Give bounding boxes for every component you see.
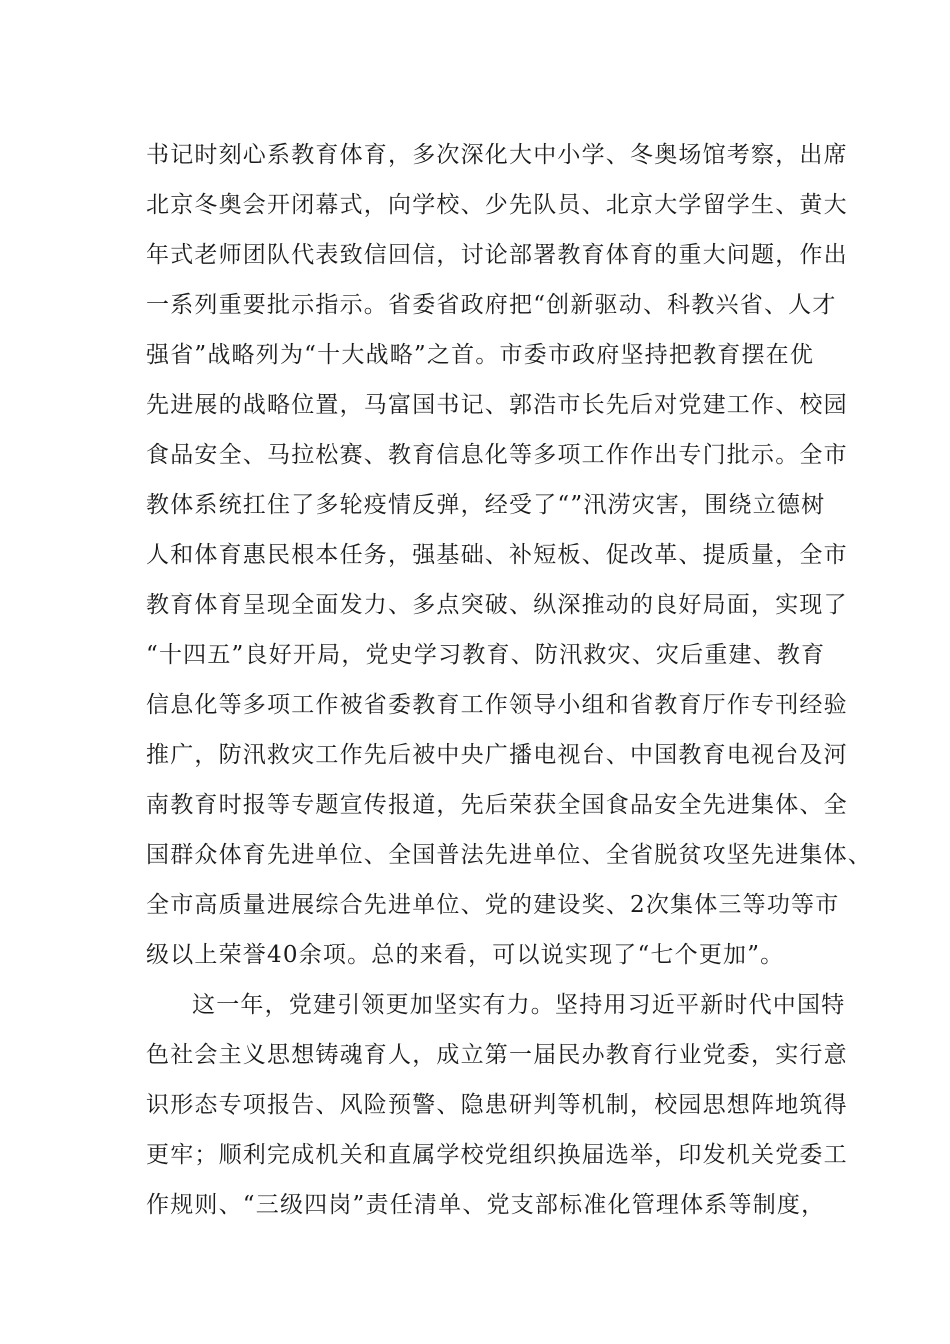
text-line: 教体系统扛住了多轮疫情反弹，经受了“”汛涝灾害，围绕立德树 bbox=[146, 492, 826, 518]
text-line: 级以上荣誉40余项。总的来看，可以说实现了“七个更加”。 bbox=[146, 942, 785, 968]
text-line: 年式老师团队代表致信回信，讨论部署教育体育的重大问题，作出 bbox=[146, 242, 848, 268]
text-line: 教育体育呈现全面发力、多点突破、纵深推动的良好局面，实现了 bbox=[146, 592, 848, 618]
text-line: 先进展的战略位置，马富国书记、郭浩市长先后对党建工作、校园 bbox=[146, 392, 848, 418]
text-line: 强省”战略列为“十大战略”之首。市委市政府坚持把教育摆在优 bbox=[146, 342, 815, 368]
text-line: 北京冬奥会开闭幕式，向学校、少先队员、北京大学留学生、黄大 bbox=[146, 192, 848, 218]
text-line: 信息化等多项工作被省委教育工作领导小组和省教育厅作专刊经验 bbox=[146, 692, 848, 718]
text-line: 更牢；顺利完成机关和直属学校党组织换届选举，印发机关党委工 bbox=[146, 1142, 848, 1168]
text-line: 南教育时报等专题宣传报道，先后荣获全国食品安全先进集体、全 bbox=[146, 792, 848, 818]
text-line: 国群众体育先进单位、全国普法先进单位、全省脱贫攻坚先进集体、 bbox=[146, 842, 872, 868]
text-line: 推广，防汛救灾工作先后被中央广播电视台、中国教育电视台及河 bbox=[146, 742, 848, 768]
text-line: 作规则、“三级四岗”责任清单、党支部标准化管理体系等制度， bbox=[146, 1192, 826, 1218]
text-line: 识形态专项报告、风险预警、隐患研判等机制，校园思想阵地筑得 bbox=[146, 1092, 848, 1118]
text-line: 全市高质量进展综合先进单位、党的建设奖、2次集体三等功等市 bbox=[146, 892, 840, 918]
paragraph-start-line: 这一年，党建引领更加坚实有力。坚持用习近平新时代中国特 bbox=[192, 992, 846, 1018]
text-line: “十四五”良好开局，党史学习教育、防汛救灾、灾后重建、教育 bbox=[146, 642, 826, 668]
text-line: 一系列重要批示指示。省委省政府把“创新驱动、科教兴省、人才 bbox=[146, 292, 837, 318]
text-line: 色社会主义思想铸魂育人，成立第一届民办教育行业党委，实行意 bbox=[146, 1042, 848, 1068]
text-line: 食品安全、马拉松赛、教育信息化等多项工作作出专门批示。全市 bbox=[146, 442, 848, 468]
text-line: 人和体育惠民根本任务，强基础、补短板、促改革、提质量，全市 bbox=[146, 542, 848, 568]
text-line: 书记时刻心系教育体育，多次深化大中小学、冬奥场馆考察，出席 bbox=[146, 142, 848, 168]
document-body bbox=[146, 130, 872, 1230]
